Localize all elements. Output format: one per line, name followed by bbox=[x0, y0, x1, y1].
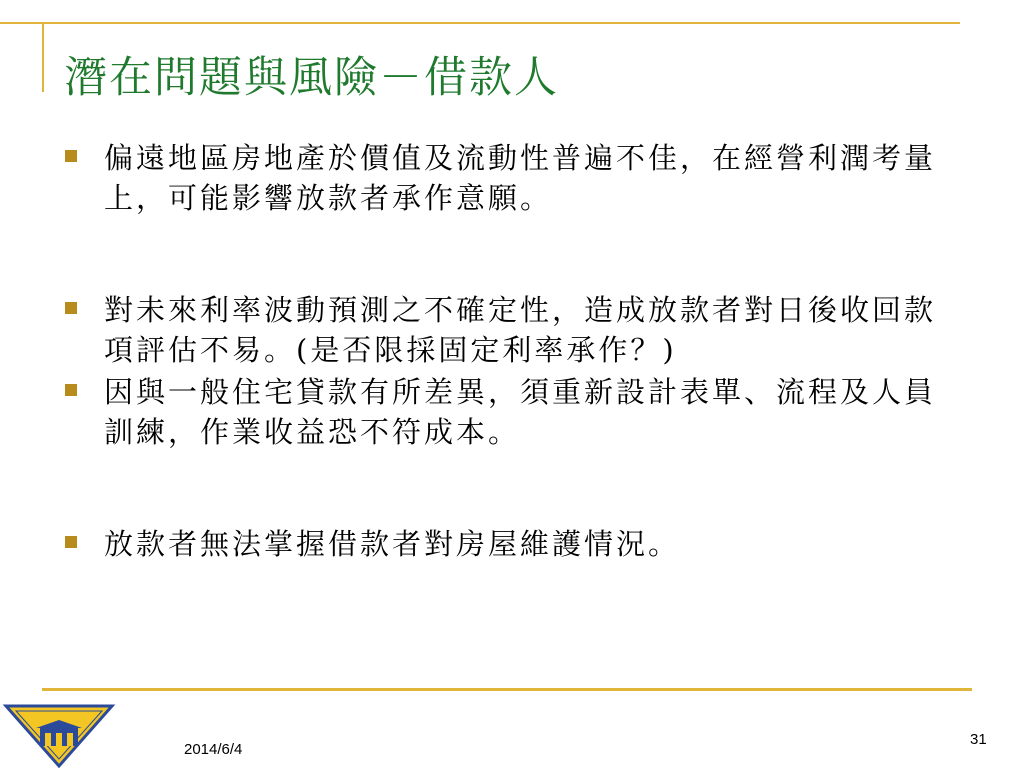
bullet-item bbox=[62, 524, 962, 564]
square-bullet-icon bbox=[65, 150, 77, 162]
page-number: 31 bbox=[970, 731, 987, 748]
bullet-text: 對未來利率波動預測之不確定性，造成放款者對日後收回款項評估不易。(是否限採固定利率承作？) bbox=[104, 293, 937, 367]
footer-date: 2014/6/4 bbox=[184, 741, 243, 758]
square-bullet-icon bbox=[65, 302, 77, 314]
bullet-text: 因與一般住宅貸款有所差異，須重新設計表單、流程及人員訓練，作業收益恐不符成本。 bbox=[104, 375, 937, 449]
bullet-item bbox=[62, 372, 962, 452]
slide-title: 潛在問題與風險－借款人 bbox=[64, 53, 559, 103]
bullet-text: 偏遠地區房地產於價值及流動性普遍不佳，在經營利潤考量上，可能影響放款者承作意願。 bbox=[104, 141, 937, 215]
left-decorative-rule bbox=[42, 22, 44, 92]
bullet-text: 放款者無法掌握借款者對房屋維護情況。 bbox=[104, 527, 681, 561]
bullet-item bbox=[62, 138, 962, 218]
top-decorative-rule bbox=[0, 22, 960, 24]
square-bullet-icon bbox=[65, 384, 77, 396]
bullet-list bbox=[62, 138, 962, 564]
bottom-decorative-rule bbox=[42, 688, 972, 691]
university-logo bbox=[2, 704, 116, 768]
square-bullet-icon bbox=[65, 536, 77, 548]
bullet-item bbox=[62, 290, 962, 370]
